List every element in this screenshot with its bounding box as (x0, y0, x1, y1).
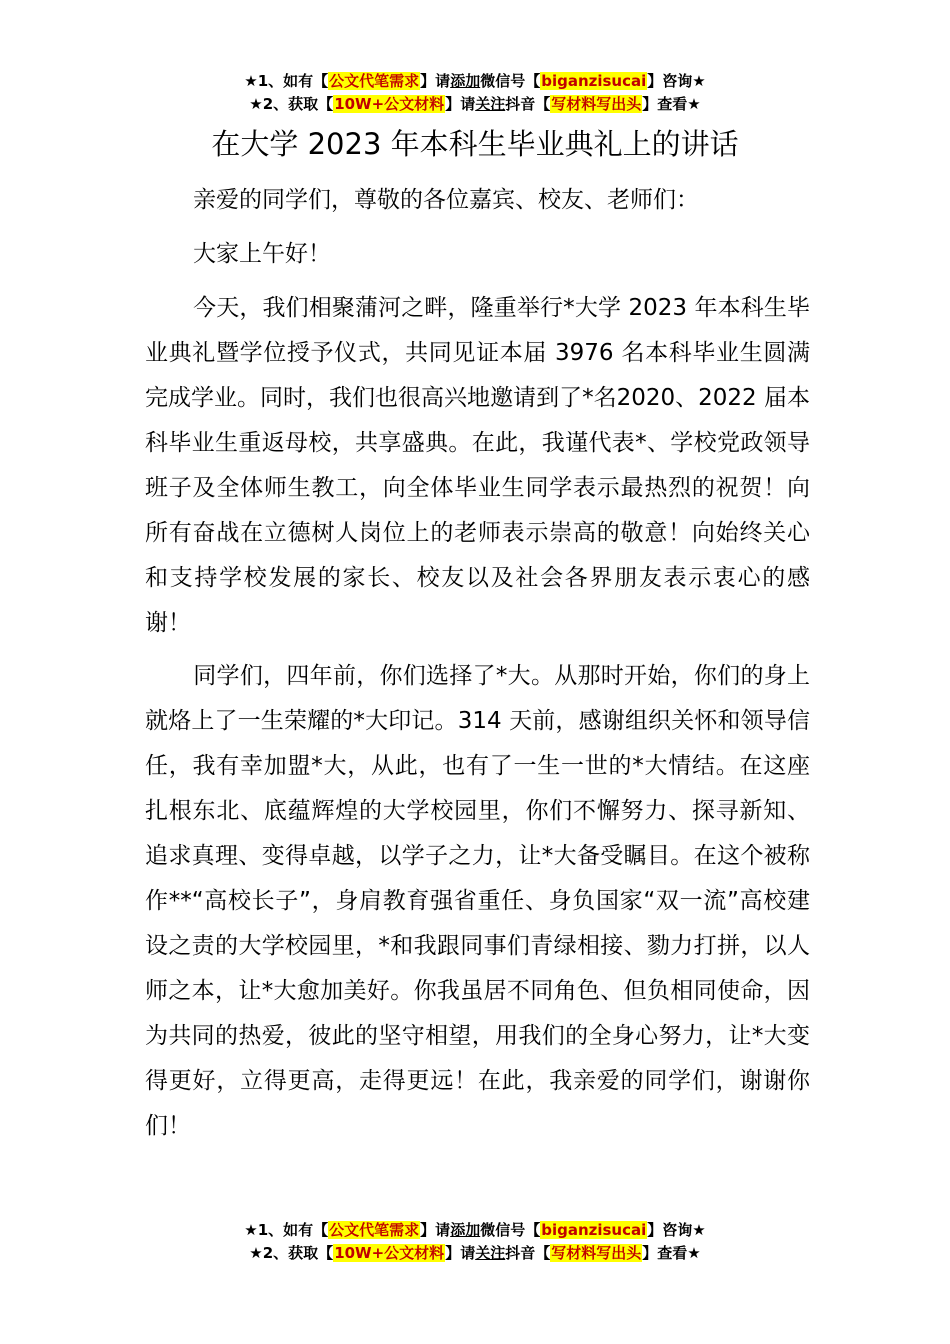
greeting (145, 232, 810, 277)
banner-text: 抖音【 (505, 95, 551, 113)
salutation (145, 178, 810, 223)
banner-text: 微信号【 (480, 72, 541, 90)
banner-text: 】查看★ (642, 1244, 701, 1262)
banner-text: ★1、如有【 (244, 72, 329, 90)
greeting-text: 大家上午好！ (193, 241, 331, 267)
banner-highlight: 写材料写出头 (551, 1244, 642, 1262)
banner-underline: 关注 (475, 1244, 506, 1262)
paragraph-1 (145, 286, 810, 646)
banner-underline: 添加 (450, 1221, 481, 1239)
banner-highlight: biganzisucai (541, 72, 647, 90)
salutation-text: 亲爱的同学们，尊敬的各位嘉宾、校友、老师们： (193, 187, 699, 213)
banner-text: 】请 (420, 72, 451, 90)
banner-highlight: 公文代笔需求 (329, 1221, 420, 1239)
banner-text: ★1、如有【 (244, 1221, 329, 1239)
banner-text: ★2、获取【 (249, 1244, 334, 1262)
banner-text: 】查看★ (642, 95, 701, 113)
banner-underline: 添加 (450, 72, 481, 90)
banner-text: 】咨询★ (647, 72, 706, 90)
banner-line-2 (0, 93, 950, 116)
banner-text: 抖音【 (505, 1244, 551, 1262)
banner-highlight: 10W+公文材料 (334, 1244, 445, 1262)
header-banner (0, 70, 950, 116)
banner-text: 】咨询★ (647, 1221, 706, 1239)
paragraph-1-text: 今天，我们相聚蒲河之畔，隆重举行*大学 2023 年本科生毕业典礼暨学位授予仪式，共同见证本届 3976 名本科毕业生圆满完成学业。同时，我们也很高兴地邀请到了*名2020、2022 届本科毕业生重返母校，共享盛典。在此，我谨代表*、学校党政领导班子及全体师生教工，向全体毕业生同学表示最热烈的祝贺！向所有奋战在立德树人岗位上的老师表示崇高的敬意！向始终关心和支持学校发展的家长、校友以及社会各界朋友表示衷心的感谢！ (145, 295, 810, 636)
banner-line-1 (0, 1219, 950, 1242)
banner-underline: 关注 (475, 95, 506, 113)
banner-line-1 (0, 70, 950, 93)
banner-highlight: biganzisucai (541, 1221, 647, 1239)
banner-text: ★2、获取【 (249, 95, 334, 113)
banner-line-2 (0, 1242, 950, 1265)
banner-highlight: 10W+公文材料 (334, 95, 445, 113)
banner-text: 】请 (445, 95, 476, 113)
banner-highlight: 写材料写出头 (551, 95, 642, 113)
banner-highlight: 公文代笔需求 (329, 72, 420, 90)
paragraph-2 (145, 654, 810, 1149)
document-title: 在大学 2023 年本科生毕业典礼上的讲话 (211, 127, 739, 161)
banner-text: 微信号【 (480, 1221, 541, 1239)
footer-banner (0, 1219, 950, 1265)
banner-text: 】请 (445, 1244, 476, 1262)
paragraph-2-text: 同学们，四年前，你们选择了*大。从那时开始，你们的身上就烙上了一生荣耀的*大印记。314 天前，感谢组织关怀和领导信任，我有幸加盟*大，从此，也有了一生一世的*大情结。在这座扎根东北、底蕴辉煌的大学校园里，你们不懈努力、探寻新知、追求真理、变得卓越，以学子之力，让*大备受瞩目。在这个被称作**“高校长子”，身肩教育强省重任、身负国家“双一流”高校建设之责的大学校园里，*和我跟同事们青绿相接、勠力打拼，以人师之本，让*大愈加美好。你我虽居不同角色、但负相同使命，因为共同的热爱，彼此的坚守相望，用我们的全身心努力，让*大变得更好，立得更高，走得更远！在此，我亲爱的同学们，谢谢你们！ (145, 663, 810, 1139)
banner-text: 】请 (420, 1221, 451, 1239)
